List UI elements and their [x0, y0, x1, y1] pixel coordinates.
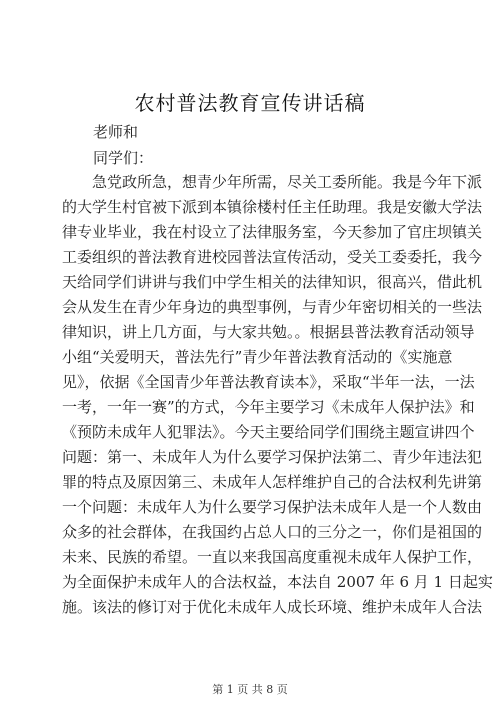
- body-line: 会从发生在青少年身边的典型事例，与青少年密切相关的一些法: [62, 298, 483, 316]
- body-line: 小组“关爱明天，普法先行”青少年普法教育活动的《实施意: [62, 348, 453, 366]
- salutation-students: 同学们：: [93, 149, 154, 167]
- body-line: 一考，一年一赛”的方式，今年主要学习《未成年人保护法》和: [62, 398, 475, 416]
- body-line: 未来、民族的希望。一直以来我国高度重视未成年人保护工作，: [62, 548, 483, 566]
- body-line: 的大学生村官被下派到本镇徐楼村任主任助理。我是安徽大学法: [62, 198, 483, 216]
- body-line: 问题：第一、未成年人为什么要学习保护法第二、青少年违法犯: [62, 448, 483, 466]
- body-line: 众多的社会群体，在我国约占总人口的三分之一，你们是祖国的: [62, 523, 483, 541]
- body-line: 急党政所急，想青少年所需，尽关工委所能。我是今年下派: [92, 173, 483, 191]
- salutation-teachers: 老师和: [93, 123, 139, 141]
- body-line: 《预防未成年人犯罪法》。今天主要给同学们围绕主题宣讲四个: [62, 423, 475, 441]
- page-footer: 第 1 页 共 8 页: [212, 683, 288, 696]
- body-line: 一个问题：未成年人为什么要学习保护法未成年人是一个人数由: [62, 498, 483, 516]
- body-line: 见》，依据《全国青少年普法教育读本》，采取“半年一法，一法: [62, 373, 475, 391]
- body-line: 施。该法的修订对于优化未成年人成长环境、维护未成年人合法: [62, 598, 483, 616]
- body-line: 天给同学们讲讲与我们中学生相关的法律知识，很高兴，借此机: [62, 273, 483, 291]
- body-line: 为全面保护未成年人的合法权益，本法自 2007 年 6 月 1 日起实: [62, 573, 493, 591]
- body-line: 工委组织的普法教育进校园普法宣传活动，受关工委委托，我今: [62, 248, 483, 266]
- body-line: 律专业毕业，我在村设立了法律服务室，今天参加了官庄坝镇关: [62, 223, 483, 241]
- body-line: 律知识，讲上几方面，与大家共勉。。根据县普法教育活动领导: [62, 323, 475, 341]
- body-line: 罪的特点及原因第三、未成年人怎样维护自己的合法权利先讲第: [62, 473, 483, 491]
- document-title: 农村普法教育宣传讲话稿: [134, 91, 366, 115]
